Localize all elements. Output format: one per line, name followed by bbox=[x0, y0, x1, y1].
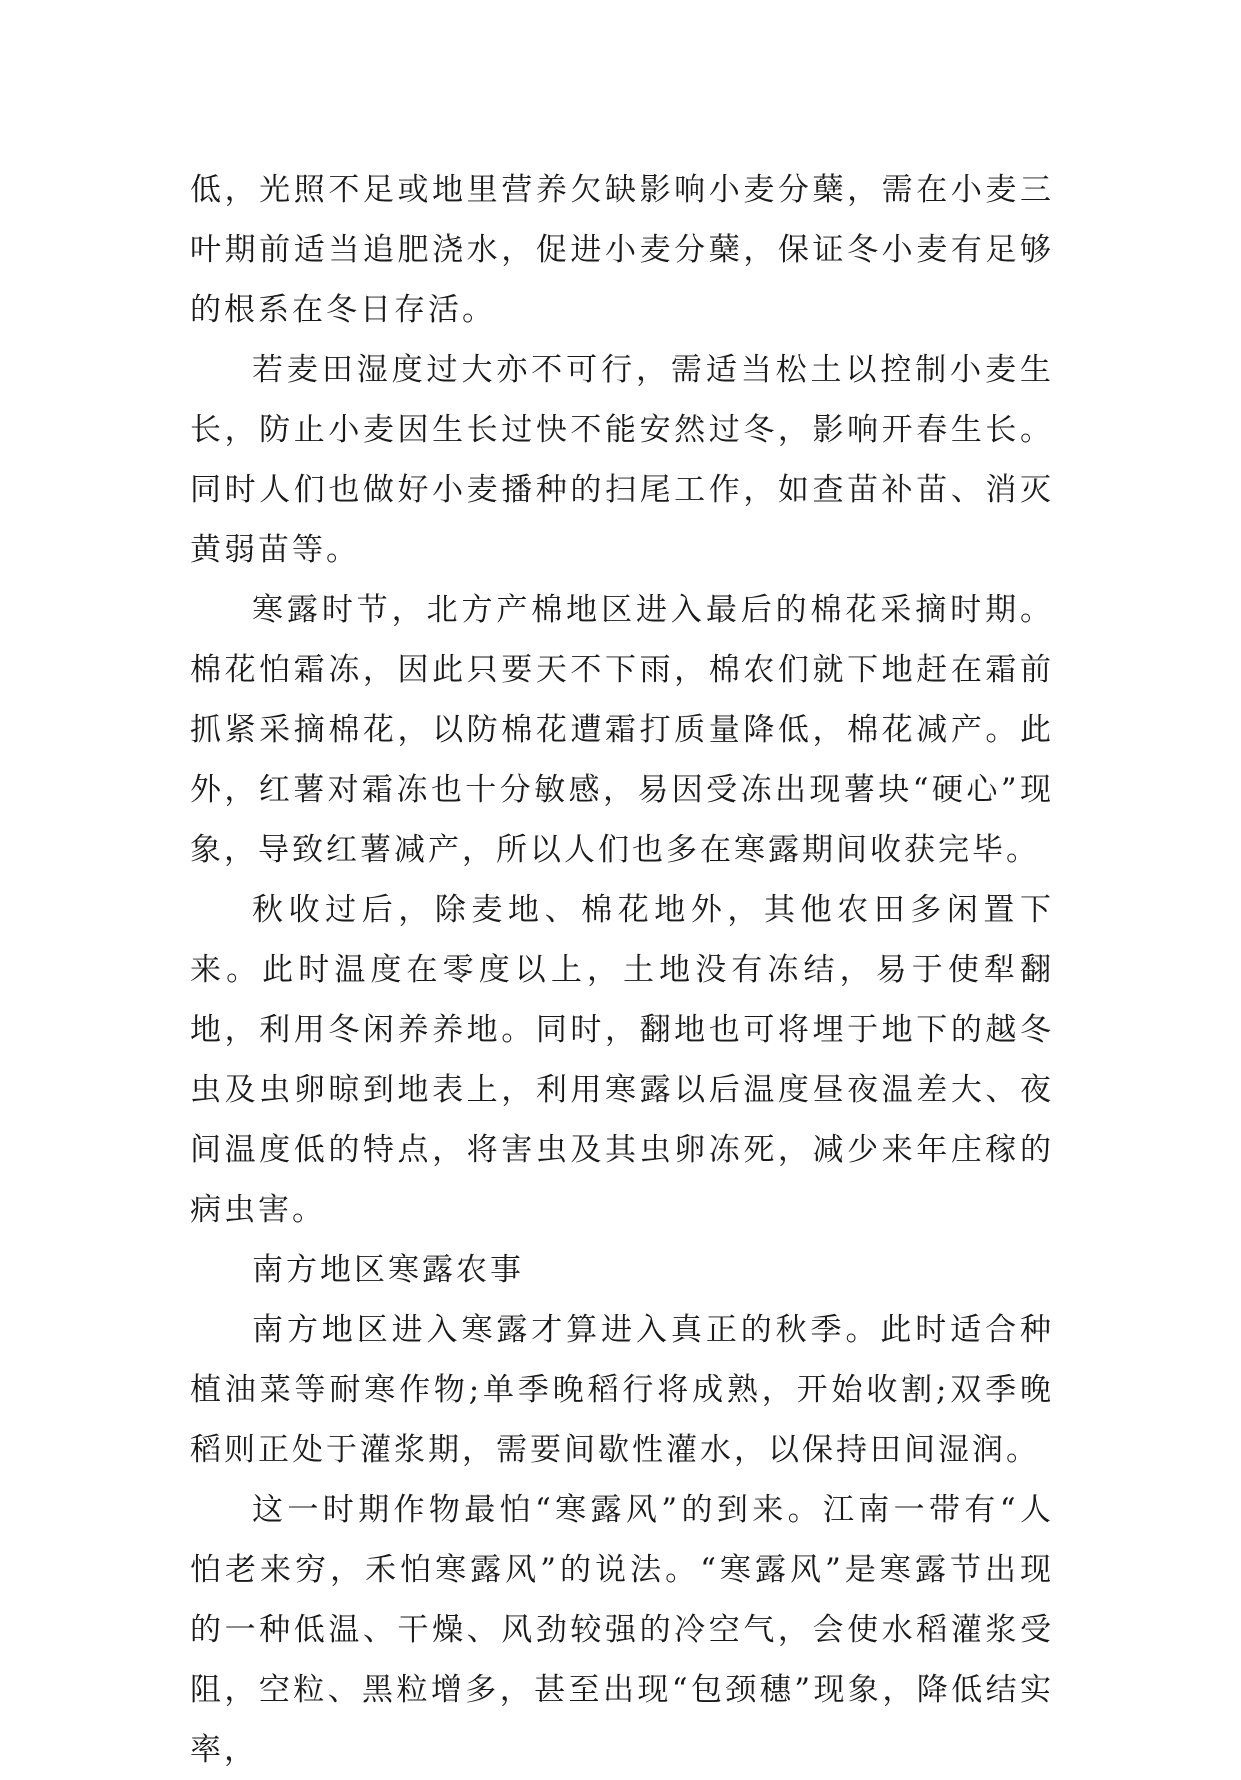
paragraph-wheat-field-humidity: 若麦田湿度过大亦不可行，需适当松土以控制小麦生长，防止小麦因生长过快不能安然过冬，影响开春生长。同时人们也做好小麦播种的扫尾工作，如查苗补苗、消灭黄弱苗等。 bbox=[190, 352, 1054, 568]
paragraph-continued-wheat-tillering: 低，光照不足或地里营养欠缺影响小麦分蘖，需在小麦三叶期前适当追肥浇水，促进小麦分蘖，保证冬小麦有足够的根系在冬日存活。 bbox=[190, 172, 1054, 328]
document-body bbox=[190, 160, 1054, 1780]
paragraph-cotton-harvest: 寒露时节，北方产棉地区进入最后的棉花采摘时期。棉花怕霜冻，因此只要天不下雨，棉农们就下地赶在霜前抓紧采摘棉花，以防棉花遭霜打质量降低，棉花减产。此外，红薯对霜冻也十分敏感，易因受冻出现薯块“硬心”现象，导致红薯减产，所以人们也多在寒露期间收获完毕。 bbox=[190, 592, 1054, 868]
paragraph-cold-dew-wind: 这一时期作物最怕“寒露风”的到来。江南一带有“人怕老来穷，禾怕寒露风”的说法。“寒露风”是寒露节出现的一种低温、干燥、风劲较强的冷空气，会使水稻灌浆受阻，空粒、黑粒增多，甚至出现“包颈穗”现象，降低结实率， bbox=[190, 1492, 1054, 1768]
section-heading-south-farming: 南方地区寒露农事 bbox=[252, 1252, 524, 1288]
paragraph-south-autumn: 南方地区进入寒露才算进入真正的秋季。此时适合种植油菜等耐寒作物;单季晚稻行将成熟，开始收割;双季晚稻则正处于灌浆期，需要间歇性灌水，以保持田间湿润。 bbox=[190, 1312, 1054, 1468]
paragraph-autumn-plowing: 秋收过后，除麦地、棉花地外，其他农田多闲置下来。此时温度在零度以上，土地没有冻结，易于使犁翻地，利用冬闲养养地。同时，翻地也可将埋于地下的越冬虫及虫卵晾到地表上，利用寒露以后温度昼夜温差大、夜间温度低的特点，将害虫及其虫卵冻死，减少来年庄稼的病虫害。 bbox=[190, 892, 1054, 1228]
